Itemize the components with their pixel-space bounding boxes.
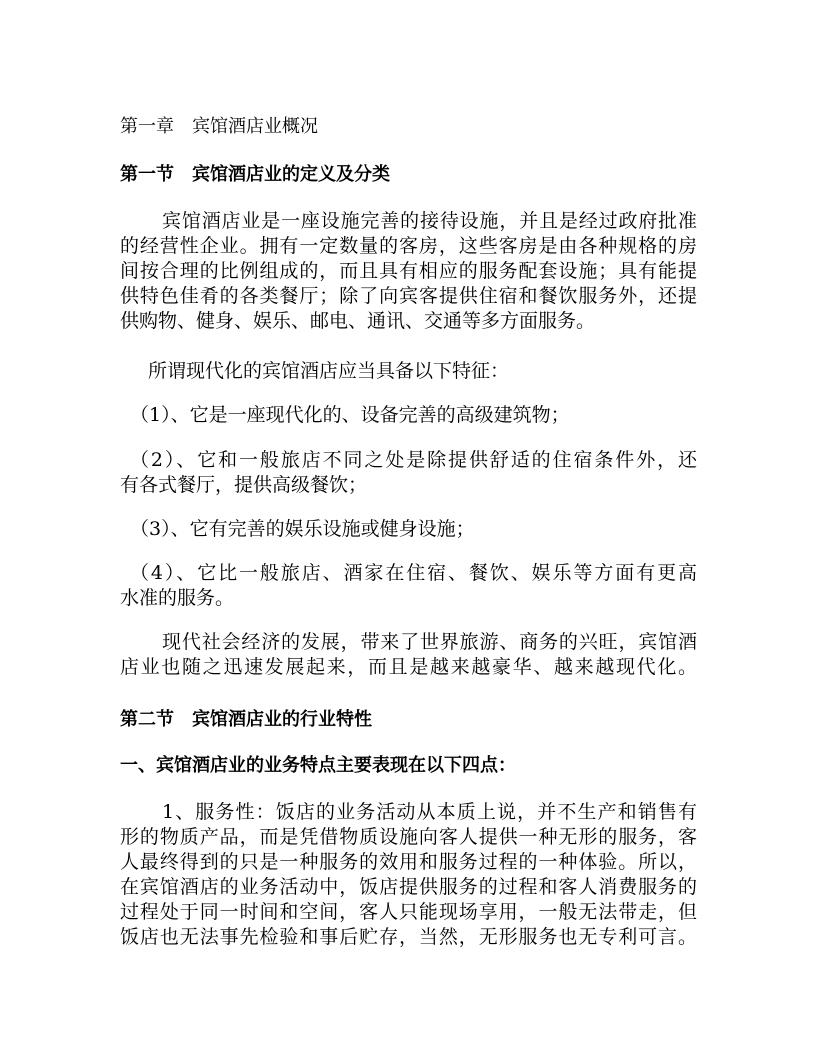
feature-item: （1）、它是一座现代化的、设备完善的高级建筑物； [130,404,570,426]
features-intro: 所谓现代化的宾馆酒店应当具备以下特征： [148,360,510,382]
paragraph-line: 饭店也无法事先检验和事后贮存，当然，无形服务也无专利可言。 [120,926,697,948]
paragraph-line: 供特色佳肴的各类餐厅；除了向宾客提供住宿和餐饮服务外，还提 [120,285,697,307]
paragraph-line: 形的物质产品，而是凭借物质设施向客人提供一种无形的服务，客 [120,826,697,848]
paragraph-line: 在宾馆酒店的业务活动中，饭店提供服务的过程和客人消费服务的 [120,876,697,898]
paragraph-line: 的经营性企业。拥有一定数量的客房，这些客房是由各种规格的房 [120,235,697,257]
feature-item: （2）、它和一般旅店不同之处是除提供舒适的住宿条件外，还 [130,449,697,471]
feature-item: （3）、它有完善的娱乐设施或健身设施； [130,518,475,540]
section-title: 第二节 宾馆酒店业的行业特性 [120,709,372,730]
chapter-title: 第一章 宾馆酒店业概况 [120,116,318,137]
paragraph-line: 过程处于同一时间和空间，客人只能现场享用，一般无法带走，但 [120,901,697,923]
paragraph-line: 供购物、健身、娱乐、邮电、通讯、交通等多方面服务。 [120,310,596,332]
paragraph-line: 1、服务性：饭店的业务活动从本质上说，并不生产和销售有 [162,801,697,823]
feature-item-cont: 水准的服务。 [120,587,235,609]
section-title: 第一节 宾馆酒店业的定义及分类 [120,164,390,185]
paragraph-line: 宾馆酒店业是一座设施完善的接待设施，并且是经过政府批准 [162,210,697,232]
paragraph-line: 店业也随之迅速发展起来，而且是越来越豪华、越来越现代化。 [120,656,697,678]
feature-item: （4）、它比一般旅店、酒家在住宿、餐饮、娱乐等方面有更高 [130,562,697,584]
paragraph-line: 现代社会经济的发展，带来了世界旅游、商务的兴旺，宾馆酒 [162,631,697,653]
subsection-title: 一、宾馆酒店业的业务特点主要表现在以下四点： [120,755,516,776]
feature-item-cont: 有各式餐厅，提供高级餐饮； [120,474,368,496]
paragraph-line: 间按合理的比例组成的，而且具有相应的服务配套设施；具有能提 [120,260,697,282]
paragraph-line: 人最终得到的只是一种服务的效用和服务过程的一种体验。所以， [120,851,697,873]
